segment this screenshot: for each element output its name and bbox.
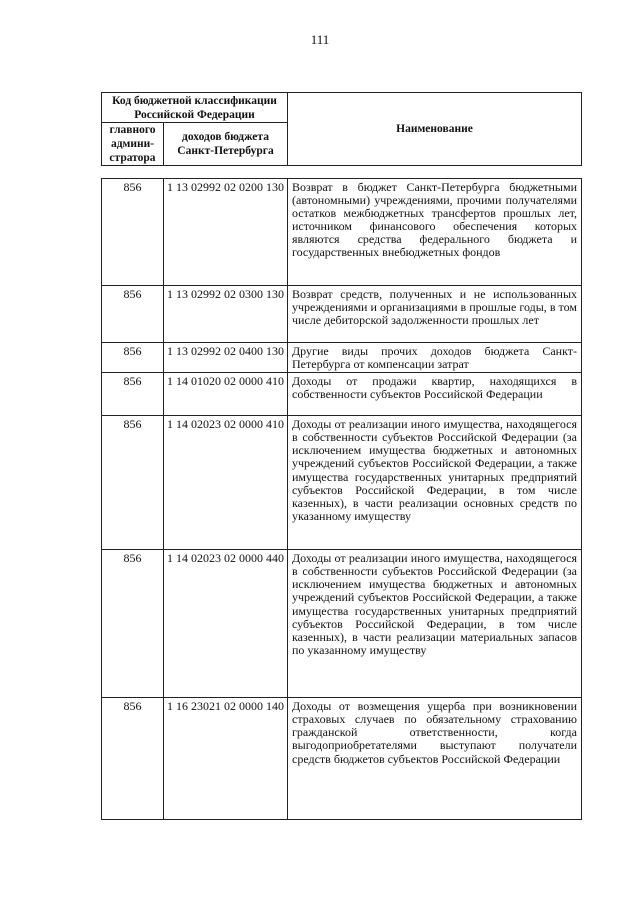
income-name: Доходы от реализации иного имущества, находящегося в собственности субъектов Российской Федерации (за исключением имущества бюджетных и автономных учреждений субъектов Российской Федерации, а также имущества государственных унитарных предприятий субъектов Российской Федерации, в том числе казенных), в части реализации материальных запасов по указанному имуществу [288,550,582,698]
income-name: Доходы от продажи квартир, находящихся в собственности субъектов Российской Федерации [288,373,582,416]
income-name: Возврат в бюджет Санкт-Петербурга бюджетными (автономными) учреждениями, прочими получателями остатков межбюджетных трансфертов прошлых лет, источником финансового обеспечения которых являются средства федерального бюджета и государственных внебюджетных фондов [288,179,582,286]
admin-code: 856 [102,550,164,698]
page-number: 111 [310,32,330,47]
income-name: Возврат средств, полученных и не использованных учреждениями и организациями в прошлые годы, в том числе дебиторской задолженности прошлых лет [288,286,582,343]
admin-code: 856 [102,286,164,343]
admin-code: 856 [102,698,164,820]
header-table [101,92,582,166]
income-code: 1 13 02992 02 0200 130 [164,179,288,286]
admin-code: 856 [102,179,164,286]
income-code: 1 16 23021 02 0000 140 [164,698,288,820]
table-row [102,416,582,550]
table-row [102,179,582,286]
header-name: Наименование [288,93,582,166]
income-code: 1 14 01020 02 0000 410 [164,373,288,416]
income-name: Доходы от реализации иного имущества, находящегося в собственности субъектов Российской Федерации (за исключением имущества бюджетных и автономных учреждений субъектов Российской Федерации, а также имущества государственных унитарных предприятий субъектов Российской Федерации, в том числе казенных), в части реализации основных средств по указанному имуществу [288,416,582,550]
codes-table [101,178,582,820]
table-row [102,286,582,343]
header-admin: главного админи-стратора [102,123,164,166]
admin-code: 856 [102,416,164,550]
table-row [102,550,582,698]
table-row [102,373,582,416]
income-code: 1 14 02023 02 0000 410 [164,416,288,550]
income-code: 1 13 02992 02 0400 130 [164,343,288,373]
table-row [102,343,582,373]
income-code: 1 13 02992 02 0300 130 [164,286,288,343]
income-code: 1 14 02023 02 0000 440 [164,550,288,698]
table-row [102,698,582,820]
admin-code: 856 [102,373,164,416]
header-income: доходов бюджета Санкт-Петербурга [164,123,288,166]
income-name: Доходы от возмещения ущерба при возникновении страховых случаев по обязательному страхованию гражданской ответственности, когда выгодоприобретателями выступают получатели средств бюджетов субъектов Российской Федерации [288,698,582,820]
admin-code: 856 [102,343,164,373]
header-group-title: Код бюджетной классификации Российской Федерации [102,93,288,123]
income-name: Другие виды прочих доходов бюджета Санкт-Петербурга от компенсации затрат [288,343,582,373]
